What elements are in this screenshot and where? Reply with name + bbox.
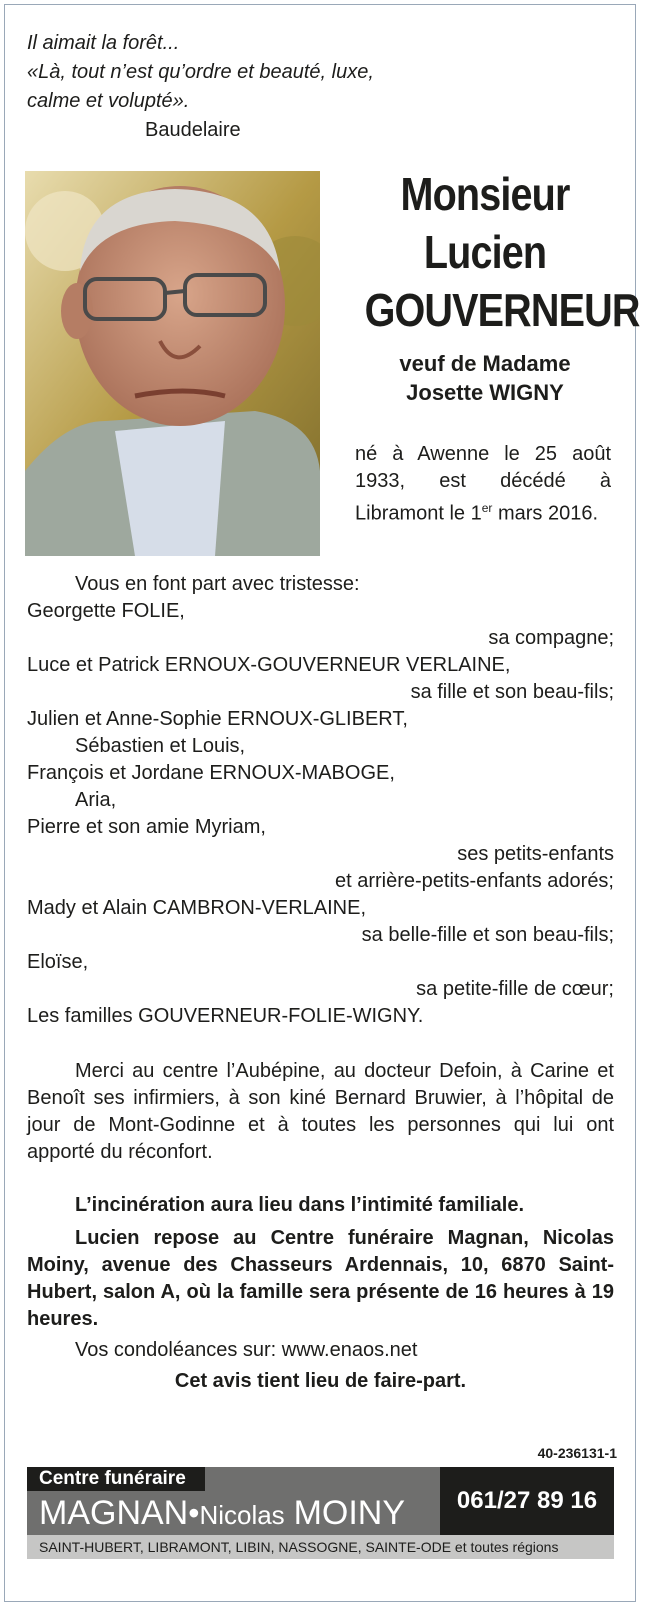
reference-number: 40-236131-1	[537, 1445, 617, 1461]
notice-statement: Cet avis tient lieu de faire-part.	[174, 1370, 467, 1392]
phone-number: 061/27 89 16	[440, 1467, 614, 1535]
epigraph-quote	[27, 29, 467, 145]
family-line: Julien et Anne-Sophie ERNOUX-GLIBERT,	[27, 708, 408, 730]
ordinal-suffix: er	[481, 501, 493, 515]
death-day: 1	[470, 502, 482, 525]
funeral-home-name-2: Nicolas	[199, 1500, 285, 1530]
service-locations: SAINT-HUBERT, LIBRAMONT, LIBIN, NASSOGNE, SAINTE-ODE et toutes régions	[27, 1535, 614, 1559]
condolences-link[interactable]: Vos condoléances sur: www.enaos.net	[75, 1339, 418, 1361]
last-name: GOUVERNEUR	[364, 284, 640, 336]
deceased-name-block	[345, 165, 640, 407]
family-line: François et Jordane ERNOUX-MABOGE,	[27, 762, 395, 784]
family-relation: sa petite-fille de cœur;	[416, 978, 614, 1000]
family-relation: ses petits-enfants	[457, 843, 614, 865]
visitation-note: Lucien repose au Centre funéraire Magnan, Nicolas Moiny, avenue des Chasseurs Ardennais, 10, 6870 Saint-Hubert, salon A, où la famille sera présente de 16 heures à 19 heures.	[27, 1227, 614, 1330]
quote-author: Baudelaire	[145, 119, 241, 141]
widow-line: veuf de Madame	[399, 351, 571, 376]
family-relation: sa compagne;	[488, 627, 614, 649]
quote-line: calme et volupté».	[27, 90, 190, 112]
family-line: Luce et Patrick ERNOUX-GOUVERNEUR VERLAINE,	[27, 654, 511, 676]
obituary-notice	[4, 4, 640, 1602]
funeral-home-label: Centre funéraire	[27, 1467, 205, 1491]
family-line: Les familles GOUVERNEUR-FOLIE-WIGNY.	[27, 1005, 424, 1027]
family-line: Aria,	[75, 789, 117, 811]
quote-line: Il aimait la forêt...	[27, 32, 180, 54]
honorific: Monsieur	[400, 168, 570, 220]
notice-body	[27, 571, 614, 1395]
family-line: Sébastien et Louis,	[75, 735, 246, 757]
cremation-note: L’incinération aura lieu dans l’intimité familiale.	[75, 1194, 525, 1216]
family-line: Pierre et son amie Myriam,	[27, 816, 266, 838]
family-relation: sa fille et son beau-fils;	[410, 681, 614, 703]
family-line: Mady et Alain CAMBRON-VERLAINE,	[27, 897, 366, 919]
widow-name: Josette WIGNY	[406, 380, 564, 405]
funeral-home-name-1: MAGNAN	[39, 1494, 189, 1532]
family-relation: et arrière-petits-enfants adorés;	[334, 870, 614, 892]
birth-text: né à Awenne le 25 août 1933, est décédé à Libramont le	[355, 443, 611, 525]
family-relation: sa belle-fille et son beau-fils;	[361, 924, 614, 946]
birth-death-details	[355, 441, 611, 528]
deceased-portrait	[25, 171, 320, 556]
family-intro: Vous en font part avec tristesse:	[75, 573, 360, 595]
funeral-home-banner	[27, 1467, 614, 1559]
death-date: mars 2016.	[492, 502, 599, 525]
quote-line: «Là, tout n’est qu’ordre et beauté, luxe,	[27, 61, 374, 83]
first-name: Lucien	[423, 226, 547, 278]
ceremony-details	[27, 1192, 614, 1395]
family-line: Eloïse,	[27, 951, 89, 973]
funeral-home-name-3: MOINY	[293, 1494, 406, 1532]
thanks-paragraph: Merci au centre l’Aubépine, au docteur Defoin, à Carine et Benoît ses infirmiers, à son kiné Bernard Bruwier, à l’hôpital de jour de Mont-Godinne et à toutes les personnes qui lui ont apporté du réconfort.	[27, 1060, 614, 1163]
funeral-home-name	[39, 1493, 405, 1535]
separator-dot: •	[188, 1495, 200, 1531]
family-line: Georgette FOLIE,	[27, 600, 185, 622]
